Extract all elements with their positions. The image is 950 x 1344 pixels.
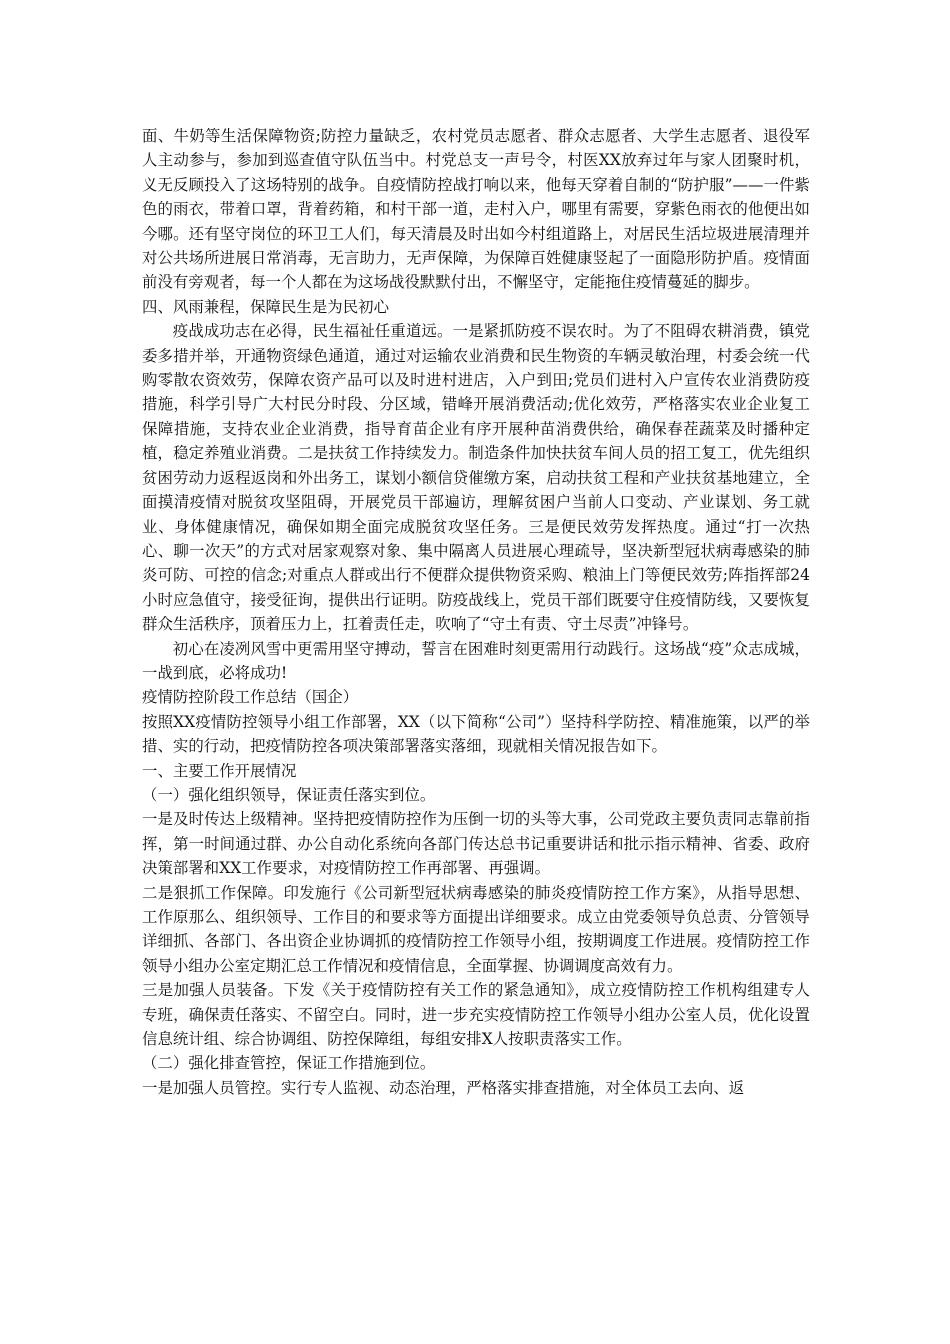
paragraph: 一是及时传达上级精神。坚持把疫情防控作为压倒一切的头等大事，公司党政主要负责同志靠前指挥，第一时间通过群、办公自动化系统向各部门传达总书记重要讲话和批示指示精神、省委、政府决策部署和XX工作要求，对疫情防控工作再部署、再强调。	[142, 810, 810, 878]
section-heading: 一、主要工作开展情况	[142, 761, 297, 780]
paragraph: 按照XX疫情防控领导小组工作部署，XX（以下简称“公司”）坚持科学防控、精准施策，以严的举措、实的行动，把疫情防控各项决策部署落实落细，现就相关情况报告如下。	[142, 712, 810, 756]
paragraph: 初心在凌冽风雪中更需用坚守搏动，誓言在困难时刻更需用行动践行。这场战“疫”众志成城，一战到底，必将成功!	[142, 639, 810, 682]
paragraph: 疫战成功志在必得，民生福祉任重道远。一是紧抓防疫不误农时。为了不阻碍农耕消费，镇党委多措并举，开通物资绿色通道，通过对运输农业消费和民生物资的车辆灵敏治理，村委会统一代购零散农资效劳，保障农资产品可以及时进村进店，入户到田;党员们进村入户宣传农业消费防疫措施，科学引导广大村民分时段、分区域，错峰开展消费活动;优化效劳，严格落实农业企业复工保障措施，支持农业企业消费，指导育苗企业有序开展种苗消费供给，确保春茬蔬菜及时播种定植，稳定养殖业消费。二是扶贫工作持续发力。制造条件加快扶贫车间人员的招工复工，优先组织贫困劳动力返程返岗和外出务工，谋划小额信贷催缴方案，启动扶贫工程和产业扶贫基地建立，全面摸清疫情对脱贫攻坚阻碍，开展党员干部遍访，理解贫困户当前人口变动、产业谋划、务工就业、身体健康情况，确保如期全面完成脱贫攻坚任务。三是便民效劳发挥热度。通过“打一次热心、聊一次天”的方式对居家观察对象、集中隔离人员进展心理疏导，坚决新型冠状病毒感染的肺炎可防、可控的信念;对重点人群或出行不便群众提供物资采购、粮油上门等便民效劳;阵指挥部24小时应急值守，接受征询，提供出行证明。防疫战线上，党员干部们既要守住疫情防线，又要恢复群众生活秩序，顶着压力上，扛着责任走，吹响了“守土有责、守土尽责”冲锋号。	[142, 322, 810, 634]
subsection-heading: （一）强化组织领导，保证责任落实到位。	[142, 785, 436, 804]
paragraph: 二是狠抓工作保障。印发施行《公司新型冠状病毒感染的肺炎疫情防控工作方案》，从指导思想、工作原那么、组织领导、工作目的和要求等方面提出详细要求。成立由党委领导负总责、分管领导详细抓、各部门、各出资企业协调抓的疫情防控工作领导小组，按期调度工作进展。疫情防控工作领导小组办公室定期汇总工作情况和疫情信息，全面掌握、协调调度高效有力。	[142, 883, 810, 975]
document-body	[142, 124, 810, 1100]
paragraph: 一是加强人员管控。实行专人监视、动态治理，严格落实排查措施，对全体员工去向、返	[142, 1078, 745, 1097]
paragraph: 三是加强人员装备。下发《关于疫情防控有关工作的紧急通知》，成立疫情防控工作机构组建专人专班，确保责任落实、不留空白。同时，进一步充实疫情防控工作领导小组办公室人员，优化设置信息统计组、综合协调组、防控保障组，每组安排X人按职责落实工作。	[142, 981, 810, 1049]
document-title: 疫情防控阶段工作总结（国企）	[142, 688, 359, 707]
paragraph: 面、牛奶等生活保障物资;防控力量缺乏，农村党员志愿者、群众志愿者、大学生志愿者、退役军人主动参与，参加到巡查值守队伍当中。村党总支一声号令，村医XX放弃过年与家人团聚时机，义无反顾投入了这场特别的战争。自疫情防控战打响以来，他每天穿着自制的“防护服”——一件紫色的雨衣，带着口罩，背着药箱，和村干部一道，走村入户，哪里有需要，穿紫色雨衣的他便出如今哪。还有坚守岗位的环卫工人们，每天清晨及时出如今村组道路上，对居民生活垃圾进展清理并对公共场所进展日常消毒，无言助力，无声保障，为保障百姓健康竖起了一面隐形防护盾。疫情面前没有旁观者，每一个人都在为这场战役默默付出，不懈坚守，定能拖住疫情蔓延的脚步。	[142, 127, 810, 292]
section-heading: 四、风雨兼程，保障民生是为民初心	[142, 297, 390, 316]
subsection-heading: （二）强化排查管控，保证工作措施到位。	[142, 1054, 436, 1073]
